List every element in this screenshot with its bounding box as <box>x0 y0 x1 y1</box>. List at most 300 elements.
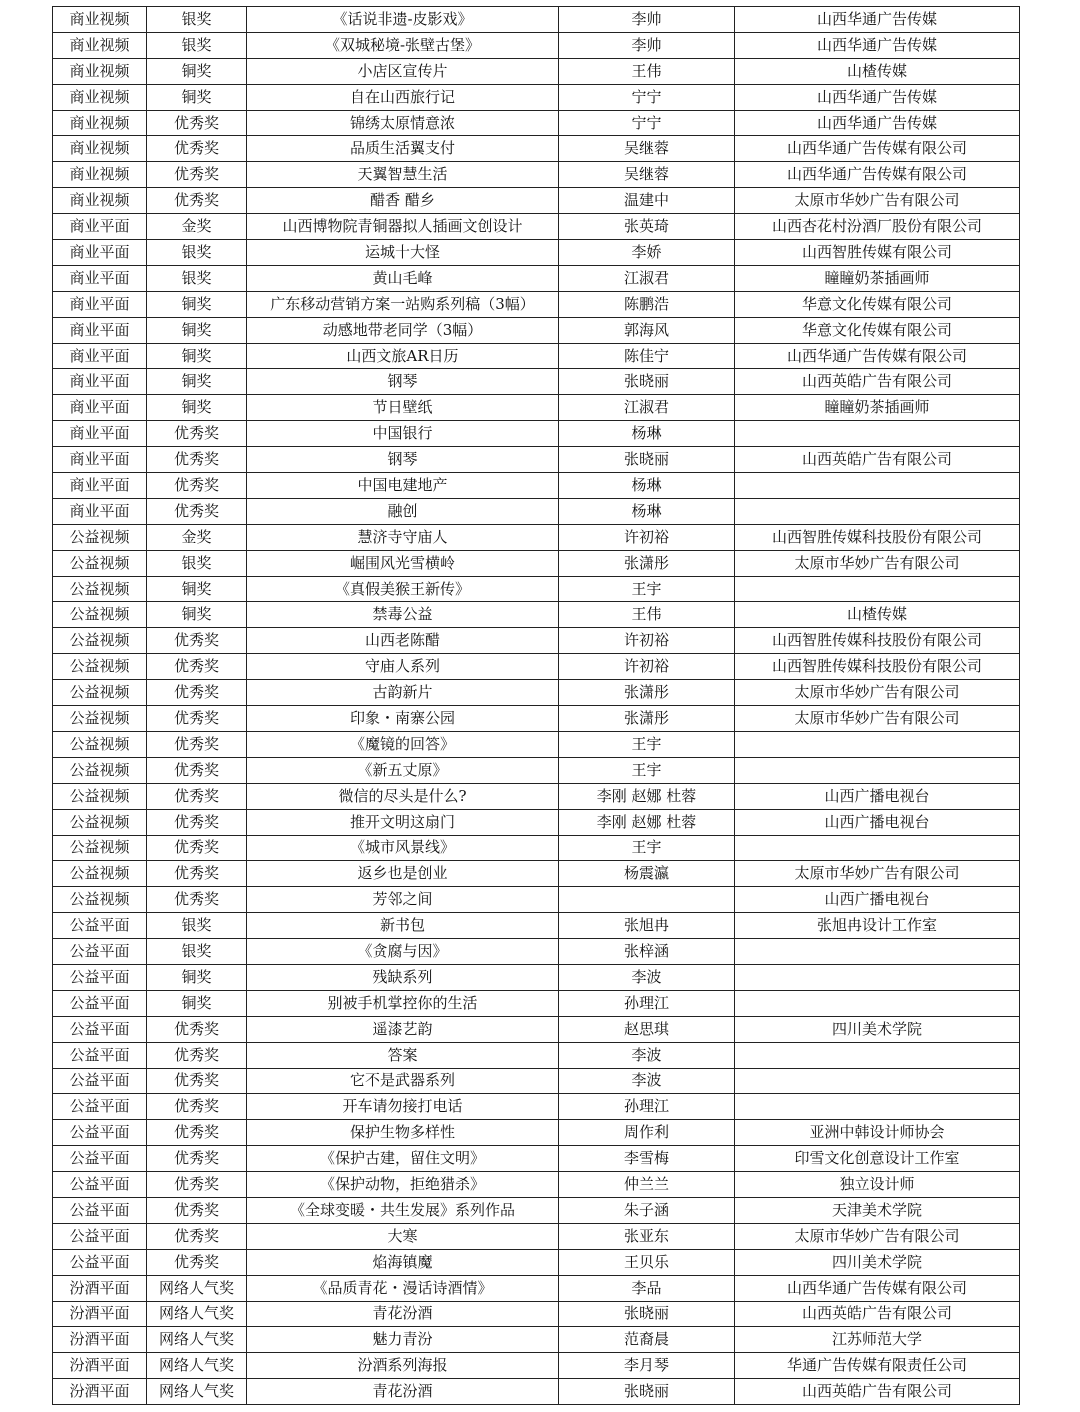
award-cell: 银奖 <box>147 32 247 58</box>
category-cell: 公益视频 <box>53 524 147 550</box>
author-cell: 王伟 <box>559 602 735 628</box>
category-cell: 公益平面 <box>53 990 147 1016</box>
award-cell: 优秀奖 <box>147 188 247 214</box>
organization-cell: 山楂传媒 <box>735 58 1020 84</box>
work-title-cell: 钢琴 <box>247 369 559 395</box>
work-title-cell: 山西老陈醋 <box>247 628 559 654</box>
award-cell: 优秀奖 <box>147 1172 247 1198</box>
organization-cell: 山西英皓广告有限公司 <box>735 1379 1020 1405</box>
work-title-cell: 《城市风景线》 <box>247 835 559 861</box>
organization-cell <box>735 757 1020 783</box>
table-row <box>53 1223 1020 1249</box>
category-cell: 公益平面 <box>53 964 147 990</box>
category-cell: 商业视频 <box>53 188 147 214</box>
organization-cell <box>735 990 1020 1016</box>
award-cell: 网络人气奖 <box>147 1327 247 1353</box>
organization-cell: 亚洲中韩设计师协会 <box>735 1120 1020 1146</box>
organization-cell: 山西智胜传媒科技股份有限公司 <box>735 654 1020 680</box>
organization-cell <box>735 939 1020 965</box>
category-cell: 公益视频 <box>53 835 147 861</box>
author-cell: 李刚 赵娜 杜蓉 <box>559 783 735 809</box>
table-row <box>53 162 1020 188</box>
organization-cell: 华通广告传媒有限责任公司 <box>735 1353 1020 1379</box>
table-row <box>53 706 1020 732</box>
table-row <box>53 1301 1020 1327</box>
organization-cell <box>735 1068 1020 1094</box>
table-row <box>53 576 1020 602</box>
award-cell: 铜奖 <box>147 317 247 343</box>
category-cell: 公益视频 <box>53 628 147 654</box>
work-title-cell: 印象・南寨公园 <box>247 706 559 732</box>
author-cell: 李月琴 <box>559 1353 735 1379</box>
category-cell: 公益视频 <box>53 783 147 809</box>
author-cell: 陈鹏浩 <box>559 291 735 317</box>
category-cell: 商业平面 <box>53 369 147 395</box>
author-cell: 李波 <box>559 1068 735 1094</box>
category-cell: 公益平面 <box>53 1197 147 1223</box>
award-cell: 银奖 <box>147 7 247 33</box>
work-title-cell: 《新五丈原》 <box>247 757 559 783</box>
table-row <box>53 343 1020 369</box>
author-cell: 张晓丽 <box>559 1301 735 1327</box>
award-cell: 优秀奖 <box>147 861 247 887</box>
category-cell: 商业平面 <box>53 343 147 369</box>
award-cell: 优秀奖 <box>147 757 247 783</box>
category-cell: 公益平面 <box>53 1094 147 1120</box>
category-cell: 商业视频 <box>53 110 147 136</box>
category-cell: 公益平面 <box>53 1172 147 1198</box>
organization-cell: 太原市华妙广告有限公司 <box>735 680 1020 706</box>
table-row <box>53 240 1020 266</box>
award-cell: 铜奖 <box>147 990 247 1016</box>
author-cell: 李刚 赵娜 杜蓉 <box>559 809 735 835</box>
author-cell: 周作利 <box>559 1120 735 1146</box>
category-cell: 商业平面 <box>53 498 147 524</box>
organization-cell <box>735 1042 1020 1068</box>
author-cell: 张英琦 <box>559 214 735 240</box>
work-title-cell: 焰海镇魔 <box>247 1249 559 1275</box>
work-title-cell: 天翼智慧生活 <box>247 162 559 188</box>
work-title-cell: 《真假美猴王新传》 <box>247 576 559 602</box>
work-title-cell: 禁毒公益 <box>247 602 559 628</box>
award-cell: 优秀奖 <box>147 783 247 809</box>
table-row <box>53 58 1020 84</box>
organization-cell: 四川美术学院 <box>735 1249 1020 1275</box>
award-cell: 铜奖 <box>147 58 247 84</box>
organization-cell: 四川美术学院 <box>735 1016 1020 1042</box>
award-cell: 优秀奖 <box>147 110 247 136</box>
table-row <box>53 84 1020 110</box>
table-row <box>53 1379 1020 1405</box>
award-cell: 优秀奖 <box>147 473 247 499</box>
author-cell: 朱子涵 <box>559 1197 735 1223</box>
table-row <box>53 498 1020 524</box>
organization-cell: 太原市华妙广告有限公司 <box>735 550 1020 576</box>
table-row <box>53 680 1020 706</box>
work-title-cell: 汾酒系列海报 <box>247 1353 559 1379</box>
organization-cell: 太原市华妙广告有限公司 <box>735 706 1020 732</box>
award-cell: 网络人气奖 <box>147 1353 247 1379</box>
table-row <box>53 265 1020 291</box>
work-title-cell: 山西文旅AR日历 <box>247 343 559 369</box>
table-row <box>53 628 1020 654</box>
table-row <box>53 1094 1020 1120</box>
work-title-cell: 答案 <box>247 1042 559 1068</box>
author-cell: 张亚东 <box>559 1223 735 1249</box>
work-title-cell: 运城十大怪 <box>247 240 559 266</box>
table-row <box>53 757 1020 783</box>
author-cell: 孙理江 <box>559 1094 735 1120</box>
table-row <box>53 1172 1020 1198</box>
author-cell: 张旭冉 <box>559 913 735 939</box>
table-row <box>53 524 1020 550</box>
category-cell: 公益平面 <box>53 1016 147 1042</box>
award-cell: 优秀奖 <box>147 1223 247 1249</box>
category-cell: 商业平面 <box>53 395 147 421</box>
table-row <box>53 1120 1020 1146</box>
author-cell: 江淑君 <box>559 395 735 421</box>
table-row <box>53 214 1020 240</box>
author-cell: 温建中 <box>559 188 735 214</box>
table-row <box>53 1275 1020 1301</box>
award-cell: 优秀奖 <box>147 498 247 524</box>
work-title-cell: 它不是武器系列 <box>247 1068 559 1094</box>
organization-cell: 山西华通广告传媒 <box>735 110 1020 136</box>
award-cell: 金奖 <box>147 524 247 550</box>
award-cell: 优秀奖 <box>147 887 247 913</box>
organization-cell <box>735 473 1020 499</box>
author-cell <box>559 887 735 913</box>
work-title-cell: 小店区宣传片 <box>247 58 559 84</box>
category-cell: 公益视频 <box>53 887 147 913</box>
author-cell: 吴继蓉 <box>559 136 735 162</box>
table-row <box>53 473 1020 499</box>
category-cell: 汾酒平面 <box>53 1275 147 1301</box>
author-cell: 王宇 <box>559 757 735 783</box>
organization-cell: 山西英皓广告有限公司 <box>735 447 1020 473</box>
work-title-cell: 推开文明这扇门 <box>247 809 559 835</box>
category-cell: 商业平面 <box>53 317 147 343</box>
work-title-cell: 新书包 <box>247 913 559 939</box>
table-row <box>53 990 1020 1016</box>
organization-cell <box>735 964 1020 990</box>
organization-cell: 山西广播电视台 <box>735 809 1020 835</box>
organization-cell: 山西华通广告传媒 <box>735 32 1020 58</box>
table-row <box>53 964 1020 990</box>
author-cell: 李雪梅 <box>559 1146 735 1172</box>
author-cell: 李波 <box>559 964 735 990</box>
table-row <box>53 1353 1020 1379</box>
organization-cell: 山西智胜传媒科技股份有限公司 <box>735 628 1020 654</box>
organization-cell: 山西华通广告传媒 <box>735 7 1020 33</box>
category-cell: 公益视频 <box>53 550 147 576</box>
organization-cell: 山西英皓广告有限公司 <box>735 1301 1020 1327</box>
award-cell: 铜奖 <box>147 291 247 317</box>
author-cell: 陈佳宁 <box>559 343 735 369</box>
organization-cell <box>735 498 1020 524</box>
category-cell: 公益视频 <box>53 654 147 680</box>
category-cell: 商业视频 <box>53 7 147 33</box>
category-cell: 商业视频 <box>53 32 147 58</box>
organization-cell: 山西华通广告传媒有限公司 <box>735 343 1020 369</box>
award-cell: 铜奖 <box>147 369 247 395</box>
category-cell: 公益平面 <box>53 939 147 965</box>
author-cell: 杨琳 <box>559 473 735 499</box>
award-cell: 铜奖 <box>147 576 247 602</box>
author-cell: 许初裕 <box>559 524 735 550</box>
category-cell: 商业平面 <box>53 265 147 291</box>
table-row <box>53 421 1020 447</box>
work-title-cell: 微信的尽头是什么? <box>247 783 559 809</box>
organization-cell: 山西广播电视台 <box>735 783 1020 809</box>
category-cell: 公益平面 <box>53 1223 147 1249</box>
award-cell: 铜奖 <box>147 602 247 628</box>
table-row <box>53 654 1020 680</box>
author-cell: 王伟 <box>559 58 735 84</box>
table-row <box>53 1042 1020 1068</box>
work-title-cell: 《品质青花・漫话诗酒情》 <box>247 1275 559 1301</box>
author-cell: 王宇 <box>559 835 735 861</box>
award-cell: 优秀奖 <box>147 1197 247 1223</box>
work-title-cell: 山西博物院青铜器拟人插画文创设计 <box>247 214 559 240</box>
award-cell: 金奖 <box>147 214 247 240</box>
award-cell: 银奖 <box>147 913 247 939</box>
author-cell: 张晓丽 <box>559 1379 735 1405</box>
work-title-cell: 黄山毛峰 <box>247 265 559 291</box>
author-cell: 王宇 <box>559 731 735 757</box>
author-cell: 杨琳 <box>559 421 735 447</box>
table-row <box>53 136 1020 162</box>
author-cell: 吴继蓉 <box>559 162 735 188</box>
table-row <box>53 7 1020 33</box>
work-title-cell: 遥漆艺韵 <box>247 1016 559 1042</box>
work-title-cell: 《魔镜的回答》 <box>247 731 559 757</box>
author-cell: 杨震瀛 <box>559 861 735 887</box>
work-title-cell: 残缺系列 <box>247 964 559 990</box>
award-cell: 优秀奖 <box>147 680 247 706</box>
category-cell: 商业平面 <box>53 421 147 447</box>
category-cell: 公益平面 <box>53 1120 147 1146</box>
author-cell: 李品 <box>559 1275 735 1301</box>
organization-cell: 山西广播电视台 <box>735 887 1020 913</box>
award-cell: 银奖 <box>147 240 247 266</box>
organization-cell: 瞳瞳奶茶插画师 <box>735 395 1020 421</box>
category-cell: 公益视频 <box>53 809 147 835</box>
work-title-cell: 返乡也是创业 <box>247 861 559 887</box>
table-row <box>53 447 1020 473</box>
award-cell: 优秀奖 <box>147 447 247 473</box>
award-cell: 优秀奖 <box>147 1094 247 1120</box>
award-cell: 优秀奖 <box>147 1042 247 1068</box>
organization-cell: 山楂传媒 <box>735 602 1020 628</box>
organization-cell <box>735 576 1020 602</box>
organization-cell: 山西杏花村汾酒厂股份有限公司 <box>735 214 1020 240</box>
table-row <box>53 1327 1020 1353</box>
category-cell: 商业视频 <box>53 58 147 84</box>
category-cell: 商业平面 <box>53 240 147 266</box>
table-row <box>53 550 1020 576</box>
award-cell: 银奖 <box>147 939 247 965</box>
author-cell: 张梓涵 <box>559 939 735 965</box>
award-cell: 网络人气奖 <box>147 1275 247 1301</box>
table-row <box>53 602 1020 628</box>
author-cell: 宁宁 <box>559 110 735 136</box>
work-title-cell: 青花汾酒 <box>247 1379 559 1405</box>
award-cell: 铜奖 <box>147 964 247 990</box>
award-cell: 优秀奖 <box>147 1146 247 1172</box>
organization-cell: 山西华通广告传媒 <box>735 84 1020 110</box>
award-cell: 优秀奖 <box>147 1068 247 1094</box>
category-cell: 公益视频 <box>53 861 147 887</box>
award-cell: 优秀奖 <box>147 1016 247 1042</box>
table-row <box>53 188 1020 214</box>
award-cell: 优秀奖 <box>147 809 247 835</box>
author-cell: 范裔晨 <box>559 1327 735 1353</box>
author-cell: 张潇彤 <box>559 706 735 732</box>
awards-table-body <box>53 7 1020 1405</box>
category-cell: 商业视频 <box>53 136 147 162</box>
organization-cell: 太原市华妙广告有限公司 <box>735 861 1020 887</box>
award-cell: 优秀奖 <box>147 136 247 162</box>
award-cell: 优秀奖 <box>147 162 247 188</box>
table-row <box>53 731 1020 757</box>
organization-cell: 山西华通广告传媒有限公司 <box>735 1275 1020 1301</box>
author-cell: 李帅 <box>559 7 735 33</box>
table-row <box>53 110 1020 136</box>
award-cell: 优秀奖 <box>147 706 247 732</box>
author-cell: 张潇彤 <box>559 680 735 706</box>
award-cell: 优秀奖 <box>147 628 247 654</box>
award-cell: 铜奖 <box>147 395 247 421</box>
table-row <box>53 317 1020 343</box>
organization-cell: 山西智胜传媒科技股份有限公司 <box>735 524 1020 550</box>
organization-cell: 瞳瞳奶茶插画师 <box>735 265 1020 291</box>
category-cell: 商业平面 <box>53 291 147 317</box>
author-cell: 李娇 <box>559 240 735 266</box>
author-cell: 张晓丽 <box>559 369 735 395</box>
table-row <box>53 1016 1020 1042</box>
work-title-cell: 大寒 <box>247 1223 559 1249</box>
organization-cell <box>735 835 1020 861</box>
work-title-cell: 《全球变暖・共生发展》系列作品 <box>247 1197 559 1223</box>
category-cell: 汾酒平面 <box>53 1353 147 1379</box>
work-title-cell: 广东移动营销方案一站购系列稿（3幅） <box>247 291 559 317</box>
work-title-cell: 《保护动物，拒绝猎杀》 <box>247 1172 559 1198</box>
award-cell: 网络人气奖 <box>147 1301 247 1327</box>
work-title-cell: 保护生物多样性 <box>247 1120 559 1146</box>
organization-cell: 独立设计师 <box>735 1172 1020 1198</box>
table-row <box>53 369 1020 395</box>
organization-cell: 江苏师范大学 <box>735 1327 1020 1353</box>
work-title-cell: 自在山西旅行记 <box>247 84 559 110</box>
category-cell: 商业平面 <box>53 214 147 240</box>
category-cell: 公益平面 <box>53 913 147 939</box>
table-row <box>53 887 1020 913</box>
category-cell: 商业平面 <box>53 447 147 473</box>
table-row <box>53 1146 1020 1172</box>
table-row <box>53 32 1020 58</box>
table-row <box>53 395 1020 421</box>
work-title-cell: 中国银行 <box>247 421 559 447</box>
award-cell: 优秀奖 <box>147 835 247 861</box>
award-cell: 优秀奖 <box>147 421 247 447</box>
award-cell: 银奖 <box>147 265 247 291</box>
category-cell: 公益视频 <box>53 602 147 628</box>
work-title-cell: 锦绣太原情意浓 <box>247 110 559 136</box>
author-cell: 李波 <box>559 1042 735 1068</box>
organization-cell: 山西华通广告传媒有限公司 <box>735 162 1020 188</box>
author-cell: 赵思琪 <box>559 1016 735 1042</box>
category-cell: 商业视频 <box>53 162 147 188</box>
table-row <box>53 835 1020 861</box>
work-title-cell: 《保护古建，留住文明》 <box>247 1146 559 1172</box>
category-cell: 公益视频 <box>53 757 147 783</box>
work-title-cell: 节日壁纸 <box>247 395 559 421</box>
table-row <box>53 783 1020 809</box>
organization-cell: 印雪文化创意设计工作室 <box>735 1146 1020 1172</box>
category-cell: 汾酒平面 <box>53 1379 147 1405</box>
author-cell: 张潇彤 <box>559 550 735 576</box>
author-cell: 江淑君 <box>559 265 735 291</box>
organization-cell: 太原市华妙广告有限公司 <box>735 1223 1020 1249</box>
table-row <box>53 1249 1020 1275</box>
author-cell: 王贝乐 <box>559 1249 735 1275</box>
awards-table <box>52 6 1020 1405</box>
category-cell: 汾酒平面 <box>53 1301 147 1327</box>
award-cell: 优秀奖 <box>147 1120 247 1146</box>
organization-cell: 山西英皓广告有限公司 <box>735 369 1020 395</box>
author-cell: 仲兰兰 <box>559 1172 735 1198</box>
category-cell: 公益视频 <box>53 706 147 732</box>
award-cell: 银奖 <box>147 550 247 576</box>
organization-cell: 天津美术学院 <box>735 1197 1020 1223</box>
category-cell: 公益视频 <box>53 680 147 706</box>
author-cell: 许初裕 <box>559 628 735 654</box>
organization-cell: 华意文化传媒有限公司 <box>735 291 1020 317</box>
author-cell: 李帅 <box>559 32 735 58</box>
table-row <box>53 861 1020 887</box>
organization-cell: 太原市华妙广告有限公司 <box>735 188 1020 214</box>
author-cell: 郭海风 <box>559 317 735 343</box>
work-title-cell: 动感地带老同学（3幅） <box>247 317 559 343</box>
work-title-cell: 《双城秘境-张壁古堡》 <box>247 32 559 58</box>
work-title-cell: 开车请勿接打电话 <box>247 1094 559 1120</box>
award-cell: 优秀奖 <box>147 654 247 680</box>
table-row <box>53 939 1020 965</box>
category-cell: 商业视频 <box>53 84 147 110</box>
organization-cell: 山西华通广告传媒有限公司 <box>735 136 1020 162</box>
award-cell: 铜奖 <box>147 343 247 369</box>
organization-cell <box>735 421 1020 447</box>
table-row <box>53 1068 1020 1094</box>
table-row <box>53 913 1020 939</box>
work-title-cell: 醋香 醋乡 <box>247 188 559 214</box>
author-cell: 宁宁 <box>559 84 735 110</box>
organization-cell <box>735 1094 1020 1120</box>
author-cell: 孙理江 <box>559 990 735 1016</box>
author-cell: 许初裕 <box>559 654 735 680</box>
work-title-cell: 古韵新片 <box>247 680 559 706</box>
author-cell: 杨琳 <box>559 498 735 524</box>
award-cell: 网络人气奖 <box>147 1379 247 1405</box>
category-cell: 汾酒平面 <box>53 1327 147 1353</box>
organization-cell: 张旭冉设计工作室 <box>735 913 1020 939</box>
table-row <box>53 809 1020 835</box>
work-title-cell: 《话说非遗-皮影戏》 <box>247 7 559 33</box>
award-cell: 优秀奖 <box>147 1249 247 1275</box>
category-cell: 公益平面 <box>53 1146 147 1172</box>
category-cell: 公益平面 <box>53 1068 147 1094</box>
